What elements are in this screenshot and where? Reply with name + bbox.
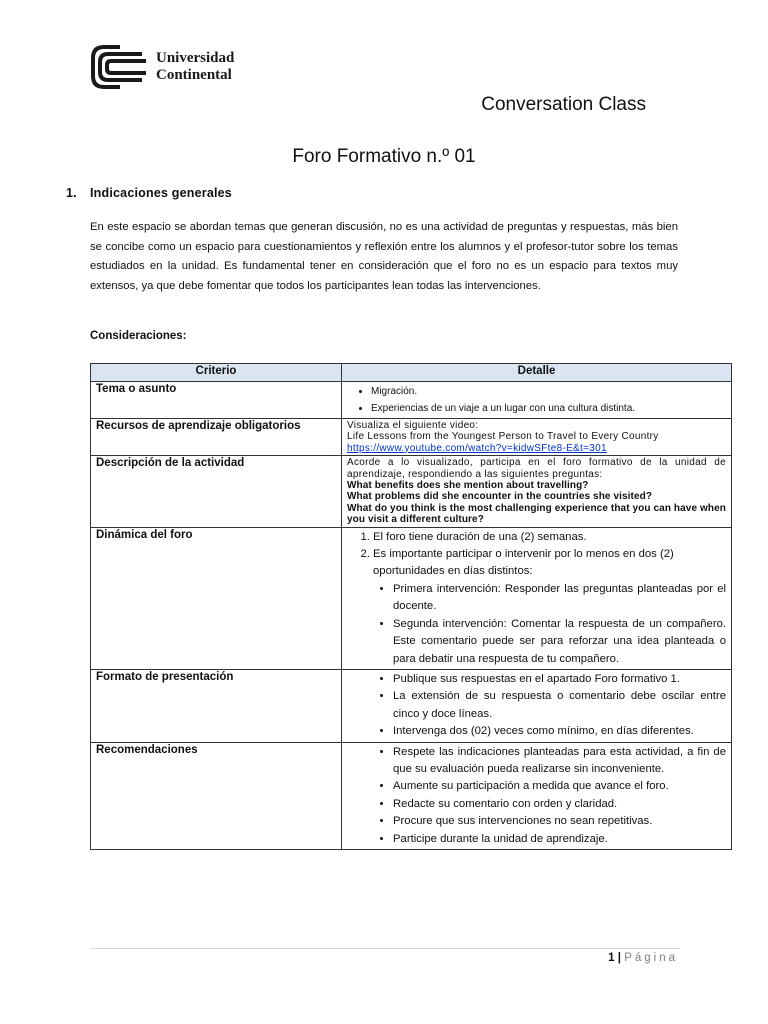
list-item: • Participe durante la unidad de aprendizaje. (393, 831, 726, 848)
class-title: Conversation Class (481, 94, 646, 115)
university-logo-icon (90, 44, 148, 90)
logo-line-1: Universidad (156, 50, 235, 66)
header-detalle: Detalle (342, 364, 732, 382)
list-item: • Publique sus respuestas en el apartado Foro formativo 1. (393, 671, 726, 688)
row-label-recomendaciones: Recomendaciones (91, 742, 342, 849)
table-header-row (91, 364, 732, 382)
criteria-table (90, 363, 732, 850)
question-1: What benefits does she mention about travelling? (347, 480, 589, 492)
row-detail-recomendaciones (342, 742, 732, 849)
logo-line-2: Continental (156, 67, 232, 83)
list-item: • Intervenga dos (02) veces como mínimo, en días diferentes. (393, 723, 726, 740)
section-number: 1. (66, 186, 77, 200)
row-detail-recursos (342, 419, 732, 456)
formato-list (347, 671, 726, 741)
list-item: • La extensión de su respuesta o comentario debe oscilar entre cinco y doce líneas. (393, 688, 726, 723)
step-2-text: Es importante participar o intervenir por lo menos en dos (2) oportunidades en días distintos: (373, 548, 674, 578)
recursos-line-2: Life Lessons from the Youngest Person to Travel to Every Country (347, 431, 659, 443)
descripcion-intro: Acorde a lo visualizado, participa en el foro formativo de la unidad de aprendizaje, respondiendo a las siguientes preguntas: (347, 457, 726, 480)
row-label-formato: Formato de presentación (91, 669, 342, 742)
video-link[interactable]: https://www.youtube.com/watch?v=kidwSFte8-E&t=301 (347, 442, 607, 454)
dinamica-sub-list (373, 581, 726, 668)
question-3: What do you think is the most challenging experience that you can have when you visit a different culture? (347, 502, 726, 526)
section-heading-text: Indicaciones generales (90, 186, 232, 200)
page-separator: | (617, 952, 621, 964)
recomendaciones-list (347, 744, 726, 848)
table-row (91, 382, 732, 419)
tema-list (347, 383, 726, 417)
list-item: • Procure que sus intervenciones no sean repetitivas. (393, 813, 726, 830)
list-item: • Respete las indicaciones planteadas para esta actividad, a fin de que su evaluación pueda realizarse sin inconveniente. (393, 744, 726, 779)
considerations-label: Consideraciones: (90, 330, 187, 342)
list-item: 1. El foro tiene duración de una (2) semanas. (373, 529, 726, 546)
table-row (91, 742, 732, 849)
list-item: • Aumente su participación a medida que avance el foro. (393, 778, 726, 795)
row-label-descripcion: Descripción de la actividad (91, 456, 342, 527)
row-label-tema: Tema o asunto (91, 382, 342, 419)
table-row (91, 669, 732, 742)
list-item: • Migración. (371, 383, 726, 400)
list-item: • Experiencias de un viaje a un lugar con una cultura distinta. (371, 400, 726, 417)
list-item: • Primera intervención: Responder las preguntas planteadas por el docente. (393, 581, 726, 616)
list-item: • Redacte su comentario con orden y claridad. (393, 796, 726, 813)
intro-paragraph: En este espacio se abordan temas que generan discusión, no es una actividad de preguntas y respuestas, más bien se concibe como un espacio para cuestionamientos y reflexión entre los alumnos y el profesor-tutor sobre los temas estudiados en la unidad. Es fundamental tener en consideración que el foro no es un espacio para textos muy extensos, ya que debe fomentar que todos los participantes lean todas las intervenciones. (90, 221, 678, 292)
university-logo (90, 44, 234, 90)
dinamica-steps (347, 529, 726, 668)
page-footer (608, 952, 678, 964)
row-detail-formato (342, 669, 732, 742)
table-row (91, 419, 732, 456)
header-criterio: Criterio (91, 364, 342, 382)
section-heading (66, 186, 232, 200)
table-row (91, 527, 732, 669)
question-2: What problems did she encounter in the countries she visited? (347, 491, 653, 503)
list-item (373, 546, 726, 668)
logo-text (156, 50, 234, 84)
page-number: 1 (608, 952, 615, 964)
page-label: Página (624, 952, 678, 964)
recursos-line-1: Visualiza el siguiente video: (347, 420, 479, 431)
row-detail-descripcion (342, 456, 732, 527)
list-item: • Segunda intervención: Comentar la respuesta de un compañero. Este comentario puede ser para reforzar una idea planteada o para debatir una respuesta de tu compañero. (393, 616, 726, 668)
row-label-recursos: Recursos de aprendizaje obligatorios (91, 419, 342, 456)
row-detail-dinamica (342, 527, 732, 669)
forum-title: Foro Formativo n.º 01 (292, 146, 476, 167)
footer-divider (90, 948, 680, 949)
table-row (91, 456, 732, 527)
row-detail-tema (342, 382, 732, 419)
row-label-dinamica: Dinámica del foro (91, 527, 342, 669)
